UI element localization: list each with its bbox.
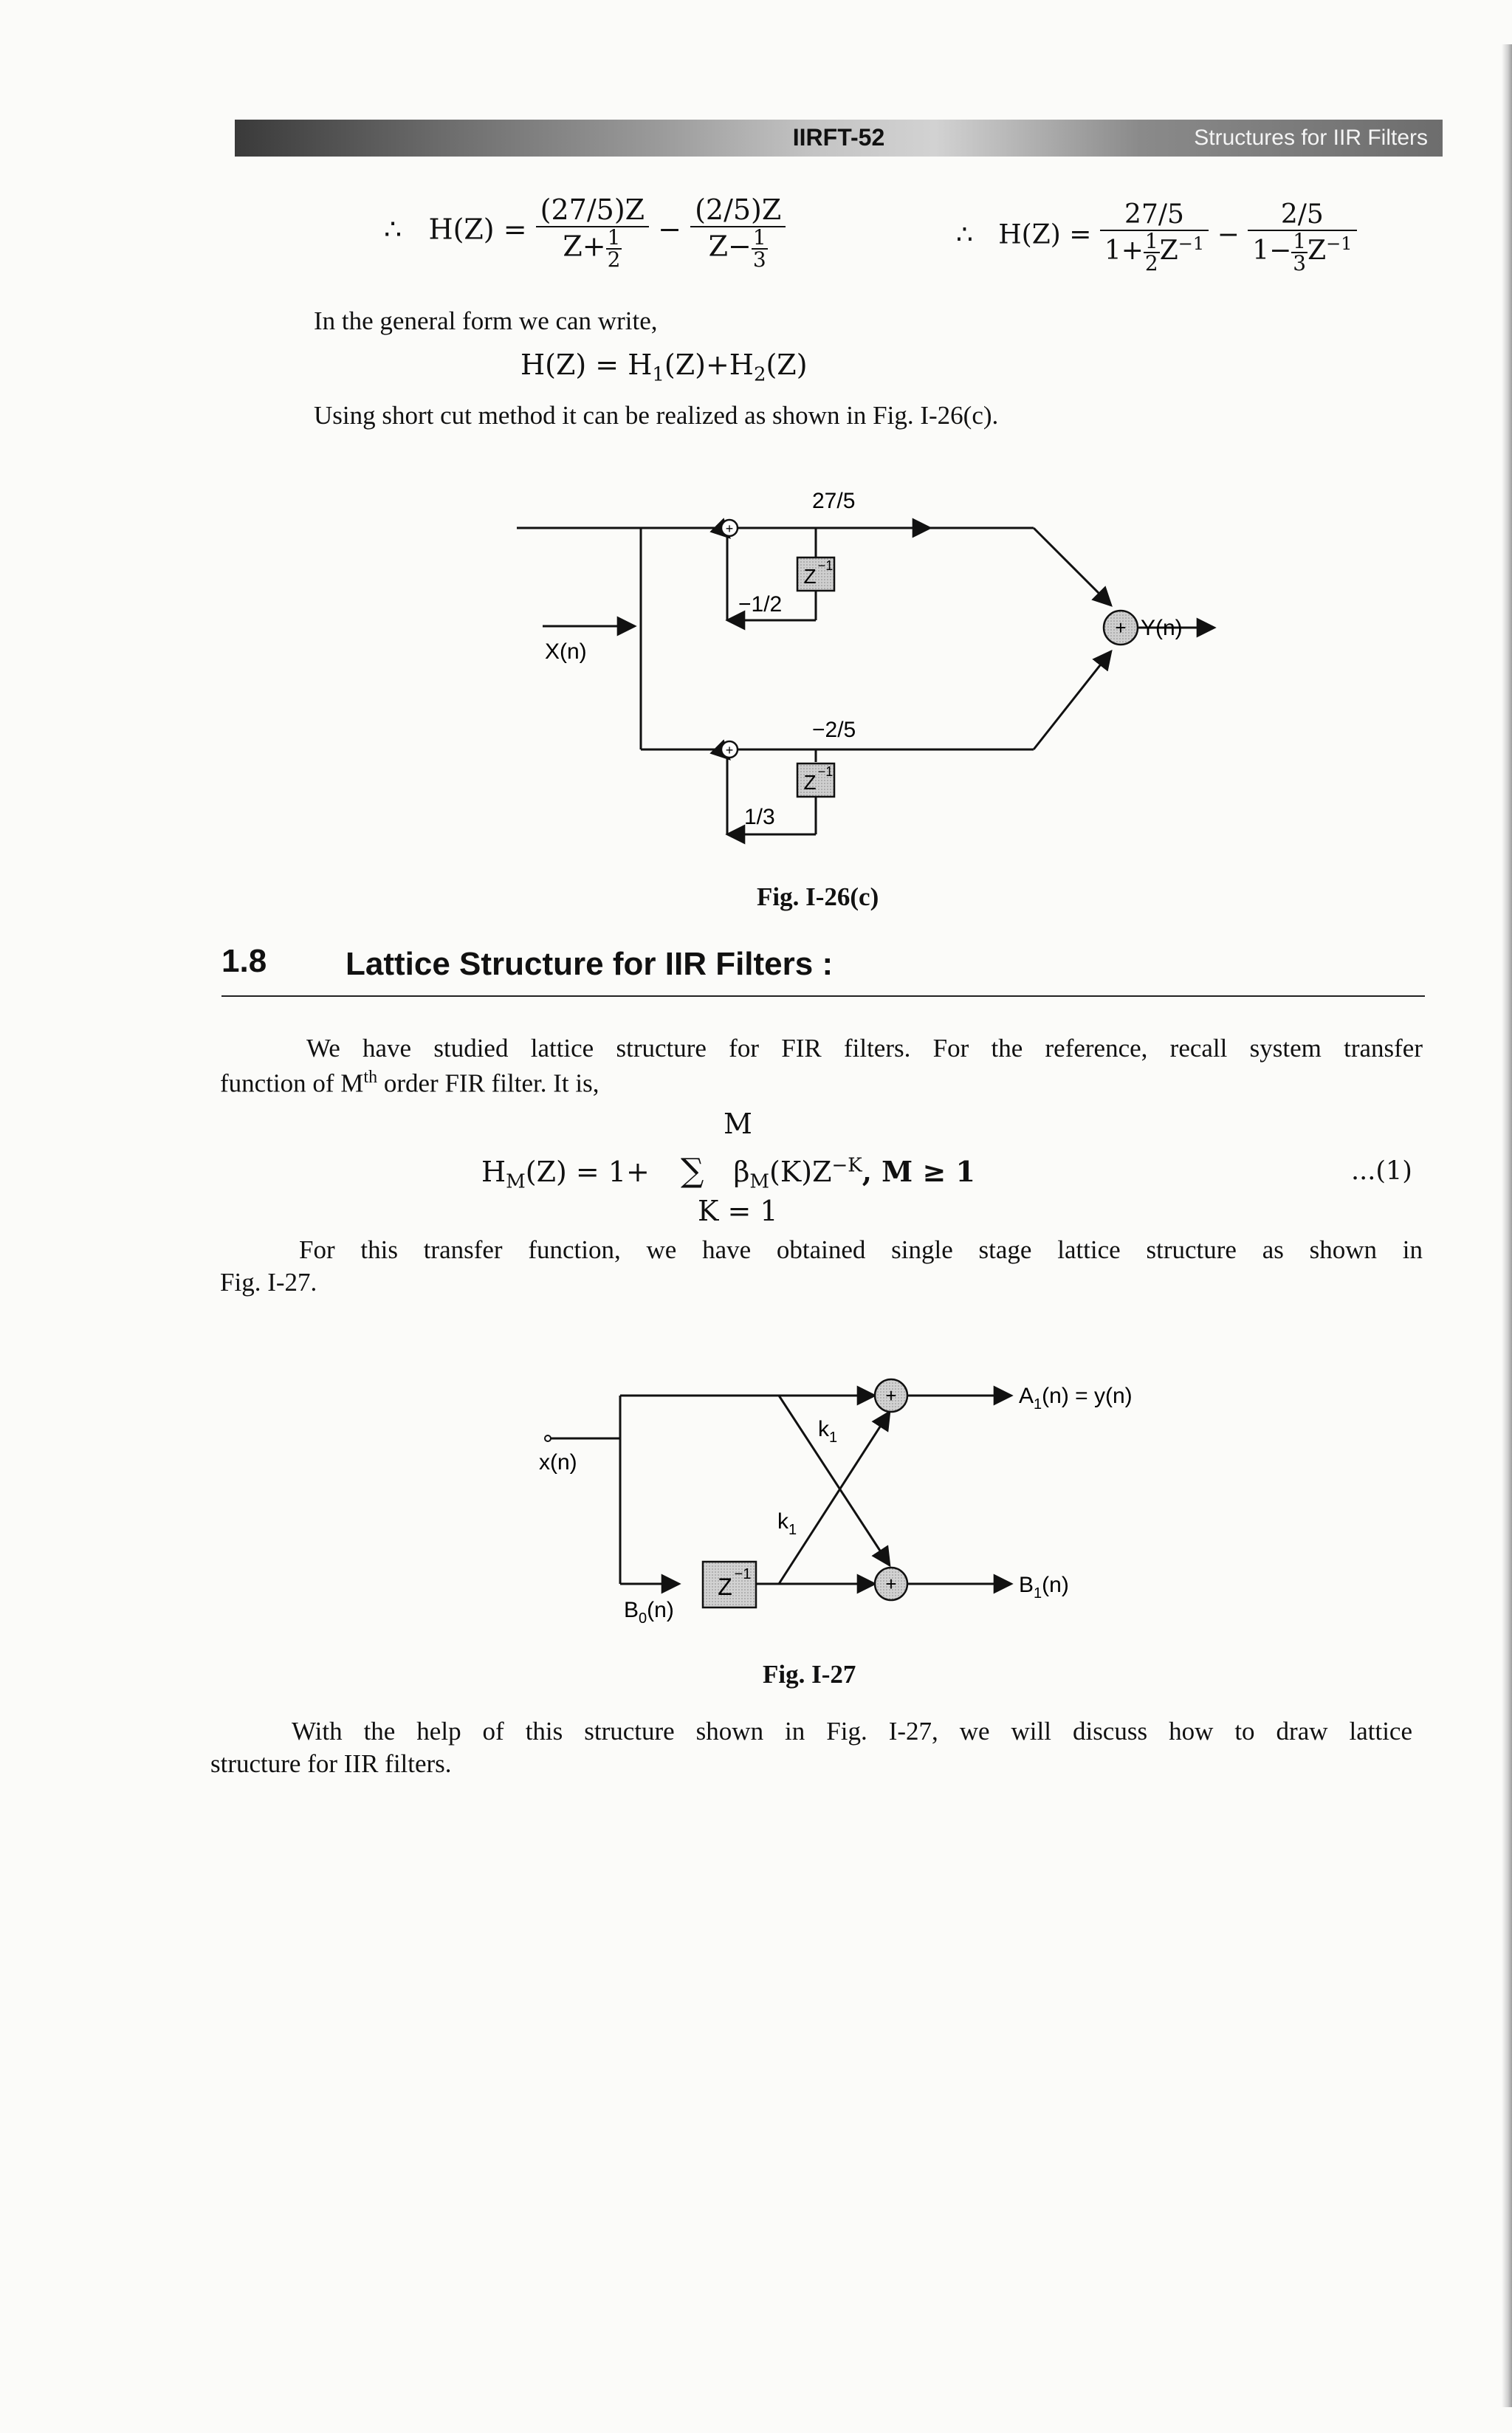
equation-lhs: H(Z) = bbox=[998, 219, 1092, 250]
half-num: 1 bbox=[607, 225, 621, 250]
fraction-numerator: 27/5 bbox=[1100, 199, 1209, 231]
delay-block-top bbox=[797, 557, 834, 591]
sum-upper-limit: M bbox=[724, 1108, 752, 1140]
third-fraction bbox=[1291, 231, 1307, 274]
page-header-bar bbox=[235, 120, 1443, 157]
b-rest: (n) bbox=[1042, 1573, 1069, 1597]
b0-rest: (n) bbox=[647, 1598, 674, 1622]
half-den: 2 bbox=[607, 247, 621, 272]
adder-sign: + bbox=[725, 743, 734, 758]
equation-1 bbox=[481, 1152, 975, 1193]
z-symbol: Z bbox=[1159, 236, 1178, 266]
fraction-numerator: (27/5)Z bbox=[536, 193, 649, 227]
b0-sub: 0 bbox=[639, 1610, 647, 1627]
delay-block bbox=[703, 1562, 756, 1607]
z-symbol: Z bbox=[1307, 236, 1327, 266]
bottom-feedback-label: 1/3 bbox=[744, 805, 775, 829]
denominator-text: Z+ bbox=[563, 230, 606, 263]
delay-z: Z bbox=[718, 1574, 732, 1600]
running-section-title: Structures for IIR Filters bbox=[1194, 126, 1428, 150]
eq-part: (K)Z bbox=[769, 1156, 832, 1188]
text-part: function of M bbox=[220, 1068, 364, 1098]
half-fraction bbox=[606, 227, 622, 270]
figure-27-diagram bbox=[517, 1359, 1181, 1632]
b-sub: 1 bbox=[1034, 1585, 1042, 1602]
figure-27-caption: Fig. I-27 bbox=[763, 1660, 856, 1689]
third-fraction bbox=[752, 227, 768, 270]
paragraph-2-line-1: For this transfer function, we have obtained single stage lattice structure as shown in bbox=[299, 1235, 1423, 1264]
paragraph-1-line-2 bbox=[220, 1066, 599, 1100]
fraction-numerator: 2/5 bbox=[1248, 199, 1356, 231]
exponent: −1 bbox=[1326, 233, 1353, 254]
adder-top bbox=[875, 1379, 907, 1412]
adder-output bbox=[1104, 611, 1138, 645]
denominator-text: 1+ bbox=[1104, 236, 1144, 266]
adder-sign: + bbox=[885, 1384, 897, 1407]
eq-part: H bbox=[481, 1156, 506, 1188]
delay-z: Z bbox=[803, 771, 817, 794]
b: B bbox=[1019, 1573, 1034, 1597]
general-eq-part: H(Z) = H bbox=[520, 349, 653, 381]
equation-number: ...(1) bbox=[1351, 1156, 1412, 1186]
third-den: 3 bbox=[752, 247, 766, 272]
shortcut-text: Using short cut method it can be realized as shown in Fig. I-26(c). bbox=[314, 401, 999, 430]
a-sub: 1 bbox=[1034, 1396, 1042, 1413]
fraction-term-2 bbox=[690, 193, 786, 270]
k-sub: 1 bbox=[788, 1522, 797, 1538]
minus-sign: − bbox=[658, 213, 681, 246]
equation-right bbox=[956, 199, 1357, 274]
k-lower-label bbox=[777, 1509, 797, 1538]
section-rule bbox=[221, 995, 1425, 997]
beta-symbol: β bbox=[733, 1156, 750, 1188]
text-part: order FIR filter. It is, bbox=[377, 1068, 599, 1098]
input-label: x(n) bbox=[539, 1450, 577, 1475]
fraction-denominator bbox=[690, 227, 786, 270]
subscript: M bbox=[749, 1170, 770, 1193]
subscript: 2 bbox=[753, 363, 766, 386]
adder-sign: + bbox=[885, 1573, 897, 1595]
bottom-output-label bbox=[1019, 1573, 1069, 1602]
section-title: Lattice Structure for IIR Filters : bbox=[346, 946, 834, 982]
b0: B bbox=[624, 1598, 639, 1622]
delay-exp: −1 bbox=[817, 558, 834, 573]
input-label: X(n) bbox=[545, 639, 587, 664]
fraction-denominator bbox=[1100, 231, 1209, 274]
general-equation bbox=[520, 349, 808, 386]
condition: , M ≥ 1 bbox=[862, 1155, 975, 1188]
paragraph-2-line-2: Fig. I-27. bbox=[220, 1268, 317, 1297]
denominator-text: Z− bbox=[708, 230, 752, 263]
k: k bbox=[818, 1417, 829, 1441]
general-form-text: In the general form we can write, bbox=[314, 306, 658, 335]
subscript: M bbox=[506, 1170, 526, 1193]
output-label: Y(n) bbox=[1141, 616, 1183, 640]
paragraph-1-line-1: We have studied lattice structure for FIR filters. For the reference, recall system transfer bbox=[306, 1034, 1423, 1063]
exponent: −1 bbox=[1178, 233, 1205, 254]
k-upper-label bbox=[818, 1417, 837, 1446]
denominator-text: 1− bbox=[1252, 236, 1292, 266]
equation-left bbox=[384, 193, 786, 270]
subscript: 1 bbox=[652, 363, 664, 386]
paragraph-3-line-1: With the help of this structure shown in Fig. I-27, we will discuss how to draw lattice bbox=[292, 1717, 1412, 1746]
top-gain-label: 27/5 bbox=[812, 489, 856, 513]
half-num: 1 bbox=[1144, 229, 1158, 253]
sum-lower-limit: K = 1 bbox=[698, 1195, 778, 1227]
therefore-symbol: ∴ bbox=[384, 213, 402, 246]
top-output-label bbox=[1019, 1384, 1133, 1413]
figure-26c-caption: Fig. I-26(c) bbox=[757, 882, 879, 911]
k: k bbox=[777, 1509, 788, 1534]
adder-bottom bbox=[875, 1568, 907, 1600]
general-eq-part: (Z) bbox=[766, 349, 808, 381]
bottom-gain-label: −2/5 bbox=[812, 718, 856, 742]
half-den: 2 bbox=[1144, 251, 1158, 275]
fraction-denominator bbox=[1248, 231, 1356, 274]
top-feedback-label: −1/2 bbox=[738, 592, 783, 617]
delay-z: Z bbox=[803, 565, 817, 588]
figure-26c-diagram bbox=[517, 487, 1218, 857]
superscript: th bbox=[363, 1068, 378, 1087]
adder-top bbox=[721, 520, 738, 536]
eq-part: (Z) = 1+ bbox=[525, 1156, 650, 1188]
third-den: 3 bbox=[1293, 251, 1307, 275]
superscript: −K bbox=[831, 1154, 862, 1177]
fraction-term-1 bbox=[1100, 199, 1209, 274]
a-rest: (n) = y(n) bbox=[1042, 1384, 1133, 1408]
adder-bottom bbox=[721, 741, 738, 758]
third-num: 1 bbox=[752, 225, 766, 250]
adder-sign: + bbox=[725, 521, 734, 536]
delay-exp: −1 bbox=[734, 1566, 752, 1582]
delay-exp: −1 bbox=[817, 764, 834, 779]
third-num: 1 bbox=[1293, 229, 1307, 253]
half-fraction bbox=[1144, 231, 1160, 274]
sigma-symbol: ∑ bbox=[680, 1152, 704, 1190]
fraction-term-2 bbox=[1248, 199, 1356, 274]
fraction-numerator: (2/5)Z bbox=[690, 193, 786, 227]
minus-sign: − bbox=[1217, 219, 1240, 250]
k-sub: 1 bbox=[829, 1430, 838, 1446]
a: A bbox=[1019, 1384, 1034, 1408]
fraction-term-1 bbox=[536, 193, 649, 270]
b0-label bbox=[624, 1598, 674, 1627]
section-number: 1.8 bbox=[221, 943, 267, 979]
therefore-symbol: ∴ bbox=[956, 219, 973, 250]
equation-lhs: H(Z) = bbox=[428, 213, 527, 246]
delay-block-bottom bbox=[797, 763, 834, 797]
paragraph-3-line-2: structure for IIR filters. bbox=[210, 1749, 452, 1778]
fraction-denominator bbox=[536, 227, 649, 270]
general-eq-part: (Z)+H bbox=[664, 349, 754, 381]
adder-sign: + bbox=[1115, 617, 1127, 639]
page-edge-shadow bbox=[1502, 44, 1512, 2407]
page-code: IIRFT-52 bbox=[792, 124, 885, 151]
